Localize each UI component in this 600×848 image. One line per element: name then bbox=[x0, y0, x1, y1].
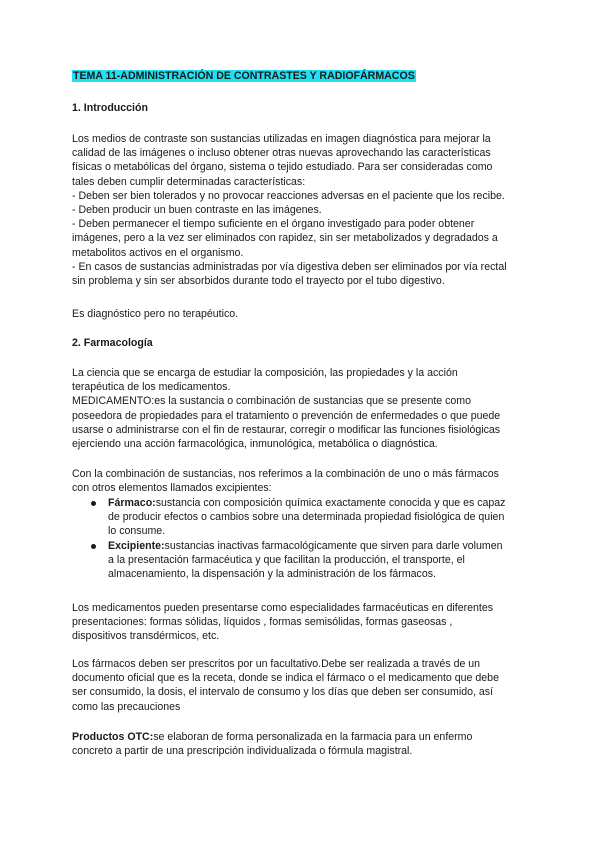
text-line: Los medicamentos pueden presentarse como especialidades farmacéuticas en diferentes bbox=[72, 602, 494, 614]
text-line: Los medios de contraste son sustancias utilizadas en imagen diagnóstica para mejorar la bbox=[72, 133, 491, 145]
text-line: como las precauciones bbox=[72, 700, 181, 713]
section-2-paragraph-1 bbox=[72, 366, 528, 451]
text-line: - Deben permanecer el tiempo suficiente en el órgano investigado para poder obtener bbox=[72, 218, 475, 231]
text-line: de producir efectos o cambios sobre una determinada propiedad fisiológica de quien bbox=[108, 511, 505, 524]
text-line: Con la combinación de sustancias, nos referimos a la combinación de uno o más fármacos bbox=[72, 468, 499, 480]
text-line: con otros elementos llamados excipientes: bbox=[72, 482, 272, 495]
text-line: documento oficial que es la receta, donde se indica el fármaco o el medicamento que debe bbox=[72, 672, 499, 685]
text-line: MEDICAMENTO:es la sustancia o combinación de sustancias que se presente como bbox=[72, 395, 472, 408]
text-line: imágenes, pero a la vez ser eliminados con rapidez, sin ser metabolizados y degradados a bbox=[72, 232, 498, 245]
section-2-heading: 2. Farmacología bbox=[72, 337, 153, 349]
text-line: - Deben ser bien tolerados y no provocar reacciones adversas en el paciente que los recibe. bbox=[72, 189, 505, 202]
section-1-heading: 1. Introducción bbox=[72, 102, 148, 114]
text-line: tales deben cumplir determinadas características: bbox=[72, 175, 306, 188]
text-line: metabolitos activos en el organismo. bbox=[72, 246, 244, 259]
otc-term: Productos OTC: bbox=[72, 731, 154, 743]
list-item bbox=[72, 539, 528, 582]
text-line: físicas o metabólicas del órgano, sistema o tejido estudiado. Para ser consideradas como bbox=[72, 161, 493, 174]
excipient-bullet-list bbox=[72, 496, 528, 581]
text-line: almacenamiento, la dispensación y la administración de los fármacos. bbox=[108, 568, 436, 581]
bullet-term: Fármaco: bbox=[108, 497, 156, 509]
text-line: concreto a partir de una prescripción individualizada o fórmula magistral. bbox=[72, 745, 413, 758]
text-line: se elaboran de forma personalizada en la farmacia para un enfermo bbox=[153, 731, 473, 743]
text-line: sustancia con composición química exactamente conocida y que es capaz bbox=[155, 497, 506, 509]
text-line: a la presentación farmacéutica y que facilitan la producción, el transporte, el bbox=[108, 553, 465, 566]
section-2-paragraph-3 bbox=[72, 601, 528, 644]
bullet-dot-icon bbox=[91, 544, 96, 549]
section-1-note: Es diagnóstico pero no terapéutico. bbox=[72, 308, 239, 320]
text-line: La ciencia que se encarga de estudiar la composición, las propiedades y la acción bbox=[72, 367, 458, 379]
list-item bbox=[72, 496, 528, 539]
section-1-paragraph bbox=[72, 132, 528, 288]
text-line: - Deben producir un buen contraste en las imágenes. bbox=[72, 204, 322, 217]
text-line: ejerciendo una acción farmacológica, inmunológica, metabólica o diagnóstica. bbox=[72, 438, 438, 451]
text-line: - En casos de sustancias administradas por vía digestiva deben ser eliminados por vía rectal bbox=[72, 260, 507, 273]
text-line: lo consume. bbox=[108, 525, 166, 538]
text-line: poseedora de propiedades para el tratamiento o prevención de enfermedades o que puede bbox=[72, 409, 501, 422]
text-line: usarse o administrarse con el fin de restaurar, corregir o modificar las funciones fisiológicas bbox=[72, 423, 501, 436]
bullet-term: Excipiente: bbox=[108, 539, 165, 552]
section-2-paragraph-2 bbox=[72, 467, 528, 495]
text-line: sin problema y sin ser absorbidos durante todo el trayecto por el tubo digestivo. bbox=[72, 275, 445, 288]
document-title: TEMA 11-ADMINISTRACIÓN DE CONTRASTES Y RADIOFÁRMACOS bbox=[73, 70, 415, 82]
text-line: dispositivos transdérmicos, etc. bbox=[72, 630, 220, 643]
otc-paragraph bbox=[72, 730, 528, 758]
text-line: Los fármacos deben ser prescritos por un facultativo.Debe ser realizada a través de un bbox=[72, 658, 481, 670]
text-line: ser consumido, la dosis, el intervalo de consumo y los días que deben ser consumido, así bbox=[72, 686, 494, 699]
text-line: sustancias inactivas farmacológicamente que sirven para darle volumen bbox=[164, 539, 503, 552]
text-line: calidad de las imágenes o incluso obtener otras nuevas aprovechando las características bbox=[72, 147, 491, 160]
bullet-dot-icon bbox=[91, 501, 96, 506]
section-2-paragraph-4 bbox=[72, 657, 528, 714]
text-line: terapéutica de los medicamentos. bbox=[72, 381, 231, 394]
text-line: presentaciones: formas sólidas, líquidos , formas semisólidas, formas gaseosas , bbox=[72, 616, 453, 629]
